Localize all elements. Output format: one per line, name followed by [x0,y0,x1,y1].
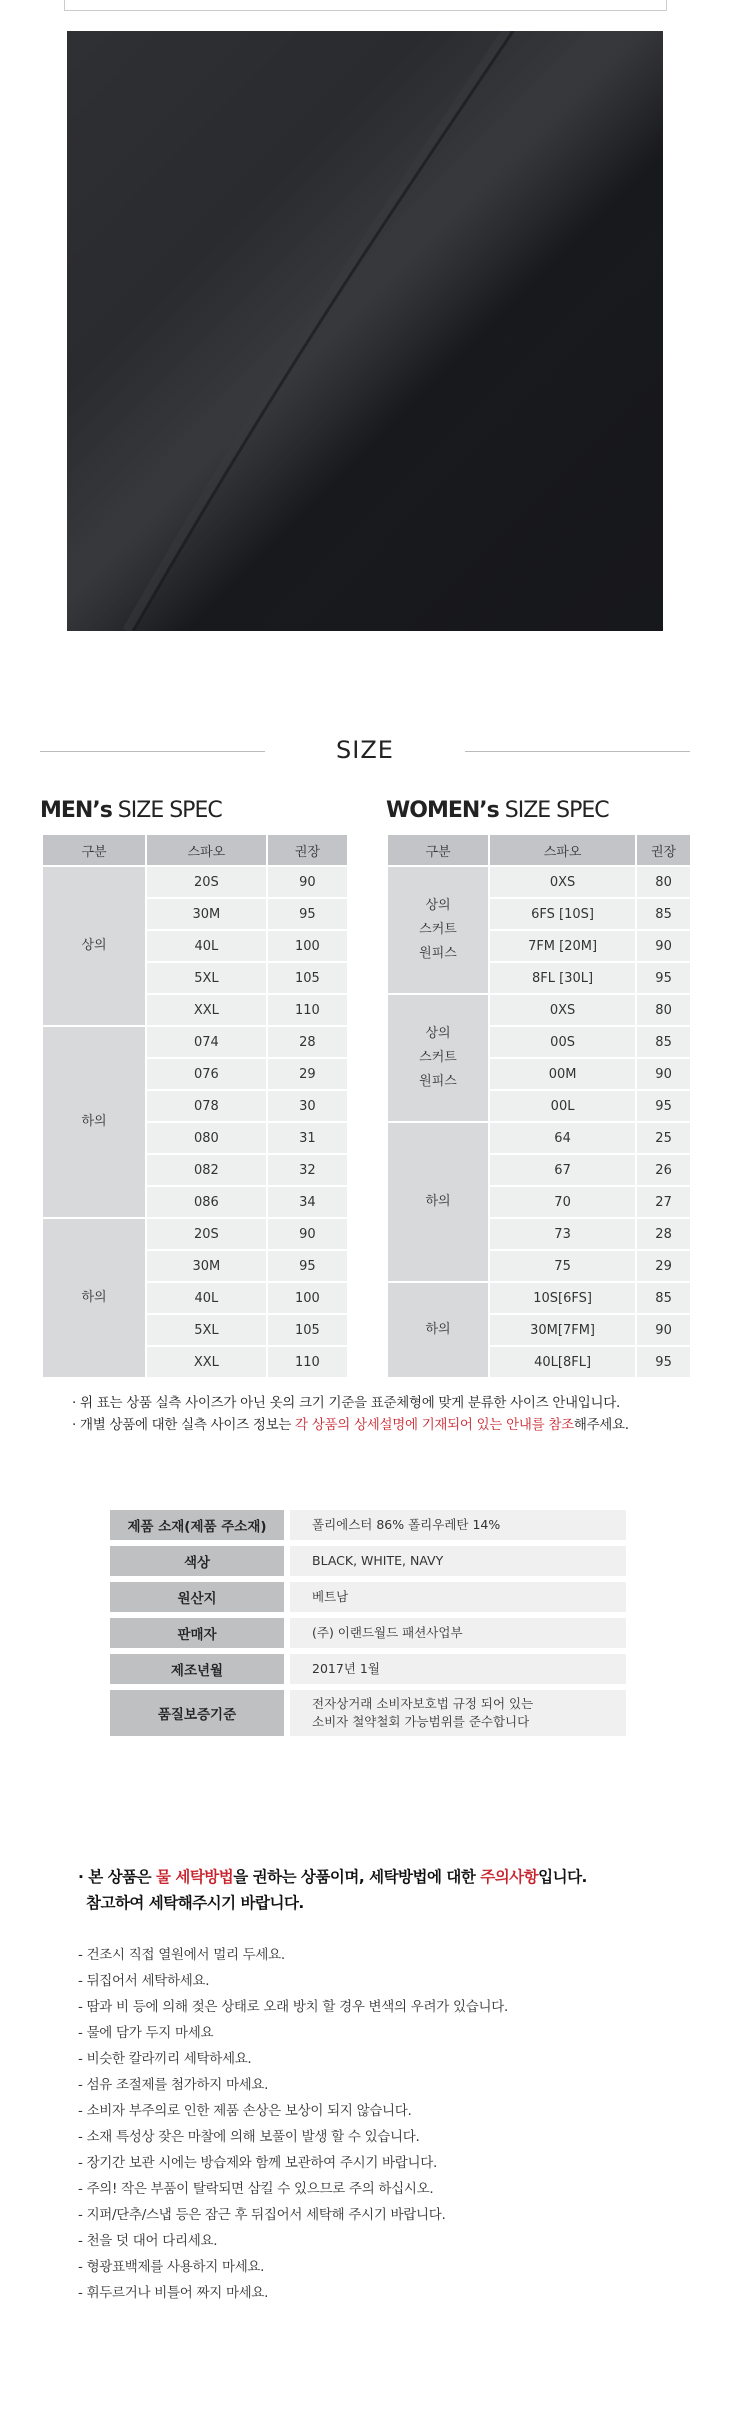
men-group-label: 하의 [43,1219,145,1377]
list-item: - 천을 덧 대어 다리세요. [78,2233,218,2249]
info-value [290,1582,626,1612]
men-cell: 20S [147,1219,266,1249]
info-value-line: 베트남 [312,1589,349,1604]
men-cell: 95 [268,1251,347,1281]
list-item: - 장기간 보관 시에는 방습제와 함께 보관하여 주시기 바랍니다. [78,2155,438,2171]
women-cell: 64 [490,1123,635,1153]
women-group-label: 하의 [388,1123,488,1281]
women-cell: 27 [637,1187,690,1217]
men-cell: 082 [147,1155,266,1185]
men-cell: 086 [147,1187,266,1217]
heading-rule-right [465,751,690,752]
women-cell: 95 [637,1347,690,1377]
women-cell: 75 [490,1251,635,1281]
info-row [110,1618,626,1648]
women-size-table [386,833,692,1379]
women-cell: 26 [637,1155,690,1185]
note-line-2-highlight: 각 상품의 상세설명에 기재되어 있는 안내를 참조 [295,1417,574,1433]
women-cell: 73 [490,1219,635,1249]
care-heading-line-1 [78,1864,587,1890]
men-cell: 078 [147,1091,266,1121]
list-item: - 땀과 비 등에 의해 젖은 상태로 오래 방치 할 경우 변색의 우려가 있습니다. [78,1999,508,2015]
list-item: - 건조시 직접 열원에서 멀리 두세요. [78,1947,285,1963]
women-group-label: 상의 스커트 원피스 [388,867,488,993]
note-line-2-a: · 개별 상품에 대한 실측 사이즈 정보는 [72,1417,296,1433]
table-row [388,1283,690,1313]
men-cell: 5XL [147,963,266,993]
note-line-2-b: 해주세요. [573,1417,629,1433]
women-cell: 6FS [10S] [490,899,635,929]
info-value-line: 폴리에스터 86% 폴리우레탄 14% [312,1517,501,1532]
product-info-table [110,1510,626,1742]
women-column-header: 구분 [388,835,488,865]
men-cell: 29 [268,1059,347,1089]
women-header-row [388,835,690,865]
info-row [110,1510,626,1540]
table-row [43,1027,347,1057]
women-group-label: 하의 [388,1283,488,1377]
women-cell: 67 [490,1155,635,1185]
size-notes [72,1392,629,1436]
men-cell: 076 [147,1059,266,1089]
men-column-header: 구분 [43,835,145,865]
list-item: - 휘두르거나 비틀어 짜지 마세요. [78,2285,269,2301]
info-value-line: (주) 이랜드월드 패션사업부 [312,1625,463,1640]
care-head-c: 입니다. [538,1868,587,1886]
list-item: - 소재 특성상 잦은 마찰에 의해 보풀이 발생 할 수 있습니다. [78,2129,420,2145]
women-cell: 7FM [20M] [490,931,635,961]
info-value [290,1510,626,1540]
care-instructions-list [78,1942,508,2306]
top-frame [64,0,667,11]
care-head-highlight-1: 물 세탁방법 [155,1868,234,1886]
women-cell: 28 [637,1219,690,1249]
women-title-rest: SIZE SPEC [498,798,609,823]
women-spec-title [386,798,609,823]
women-cell: 95 [637,963,690,993]
list-item: - 섬유 조절제를 첨가하지 마세요. [78,2077,269,2093]
men-cell: 5XL [147,1315,266,1345]
list-item: - 뒤집어서 세탁하세요. [78,1973,210,1989]
men-cell: 32 [268,1155,347,1185]
men-spec-title [40,798,222,823]
info-value-line: 전자상거래 소비자보호법 규정 되어 있는 [312,1696,534,1711]
men-cell: 105 [268,1315,347,1345]
men-cell: 100 [268,1283,347,1313]
men-cell: 34 [268,1187,347,1217]
care-heading-line-2: 참고하여 세탁해주시기 바랍니다. [86,1894,304,1912]
men-title-rest: SIZE SPEC [111,798,222,823]
men-group-label: 상의 [43,867,145,1025]
men-column-header: 스파오 [147,835,266,865]
men-cell: 30 [268,1091,347,1121]
men-cell: 95 [268,899,347,929]
women-column-header: 권장 [637,835,690,865]
women-cell: 85 [637,1283,690,1313]
women-cell: 10S[6FS] [490,1283,635,1313]
table-row [43,1219,347,1249]
info-value [290,1654,626,1684]
note-line-2 [72,1414,629,1436]
list-item: - 주의! 작은 부품이 탈락되면 삼킬 수 있으므로 주의 하십시오. [78,2181,434,2197]
men-cell: 110 [268,1347,347,1377]
women-cell: 90 [637,1315,690,1345]
men-cell: 28 [268,1027,347,1057]
men-group-label: 하의 [43,1027,145,1217]
women-cell: 90 [637,1059,690,1089]
list-item: - 형광표백제를 사용하지 마세요. [78,2259,265,2275]
table-row [388,995,690,1025]
men-cell: 105 [268,963,347,993]
info-key: 제품 소재(제품 주소재) [110,1510,284,1540]
men-cell: 30M [147,899,266,929]
info-value-line: 소비자 철약철회 가능범위를 준수합니다 [312,1714,530,1729]
women-cell: 95 [637,1091,690,1121]
women-cell: 8FL [30L] [490,963,635,993]
list-item: - 소비자 부주의로 인한 제품 손상은 보상이 되지 않습니다. [78,2103,412,2119]
men-column-header: 권장 [268,835,347,865]
women-cell: 80 [637,995,690,1025]
info-key: 원산지 [110,1582,284,1612]
care-head-a: · 본 상품은 [78,1868,156,1886]
women-cell: 85 [637,899,690,929]
women-cell: 90 [637,931,690,961]
women-cell: 00S [490,1027,635,1057]
women-cell: 80 [637,867,690,897]
men-cell: 074 [147,1027,266,1057]
info-key: 품질보증기준 [110,1690,284,1736]
size-heading-text: SIZE [336,736,394,764]
men-size-table [41,833,349,1379]
women-cell: 00L [490,1091,635,1121]
men-cell: 90 [268,1219,347,1249]
info-row [110,1582,626,1612]
men-cell: 40L [147,931,266,961]
note-line-1: · 위 표는 상품 실측 사이즈가 아닌 옷의 크기 기준을 표준체형에 맞게 분류한 사이즈 안내입니다. [72,1395,621,1411]
men-title-bold: MEN’s [40,798,112,823]
women-cell: 25 [637,1123,690,1153]
info-key: 제조년월 [110,1654,284,1684]
men-cell: 30M [147,1251,266,1281]
women-group-label: 상의 스커트 원피스 [388,995,488,1121]
info-value-line: BLACK, WHITE, NAVY [312,1553,444,1568]
women-title-bold: WOMEN’s [386,798,499,823]
info-value [290,1546,626,1576]
table-row [388,867,690,897]
women-cell: 85 [637,1027,690,1057]
women-cell: 00M [490,1059,635,1089]
men-cell: 40L [147,1283,266,1313]
men-cell: 100 [268,931,347,961]
table-row [388,1123,690,1153]
men-cell: 90 [268,867,347,897]
fabric-closeup-image [67,31,663,631]
women-cell: 0XS [490,995,635,1025]
men-cell: 080 [147,1123,266,1153]
women-column-header: 스파오 [490,835,635,865]
women-cell: 30M[7FM] [490,1315,635,1345]
men-cell: XXL [147,995,266,1025]
care-head-b: 을 권하는 상품이며, 세탁방법에 대한 [233,1868,481,1886]
list-item: - 물에 담가 두지 마세요 [78,2025,214,2041]
info-row [110,1546,626,1576]
info-row [110,1654,626,1684]
care-head-highlight-2: 주의사항 [480,1868,539,1886]
table-row [43,867,347,897]
info-value-line: 2017년 1월 [312,1661,380,1676]
list-item: - 비슷한 칼라끼리 세탁하세요. [78,2051,252,2067]
list-item: - 지퍼/단추/스냅 등은 잠근 후 뒤집어서 세탁해 주시기 바랍니다. [78,2207,446,2223]
men-cell: 31 [268,1123,347,1153]
women-cell: 0XS [490,867,635,897]
men-cell: 110 [268,995,347,1025]
men-cell: 20S [147,867,266,897]
info-value [290,1690,626,1736]
info-value [290,1618,626,1648]
men-cell: XXL [147,1347,266,1377]
women-cell: 70 [490,1187,635,1217]
info-key: 색상 [110,1546,284,1576]
women-cell: 40L[8FL] [490,1347,635,1377]
women-cell: 29 [637,1251,690,1281]
info-key: 판매자 [110,1618,284,1648]
info-row [110,1690,626,1736]
size-section-heading [40,736,690,766]
care-heading [78,1864,587,1916]
men-header-row [43,835,347,865]
